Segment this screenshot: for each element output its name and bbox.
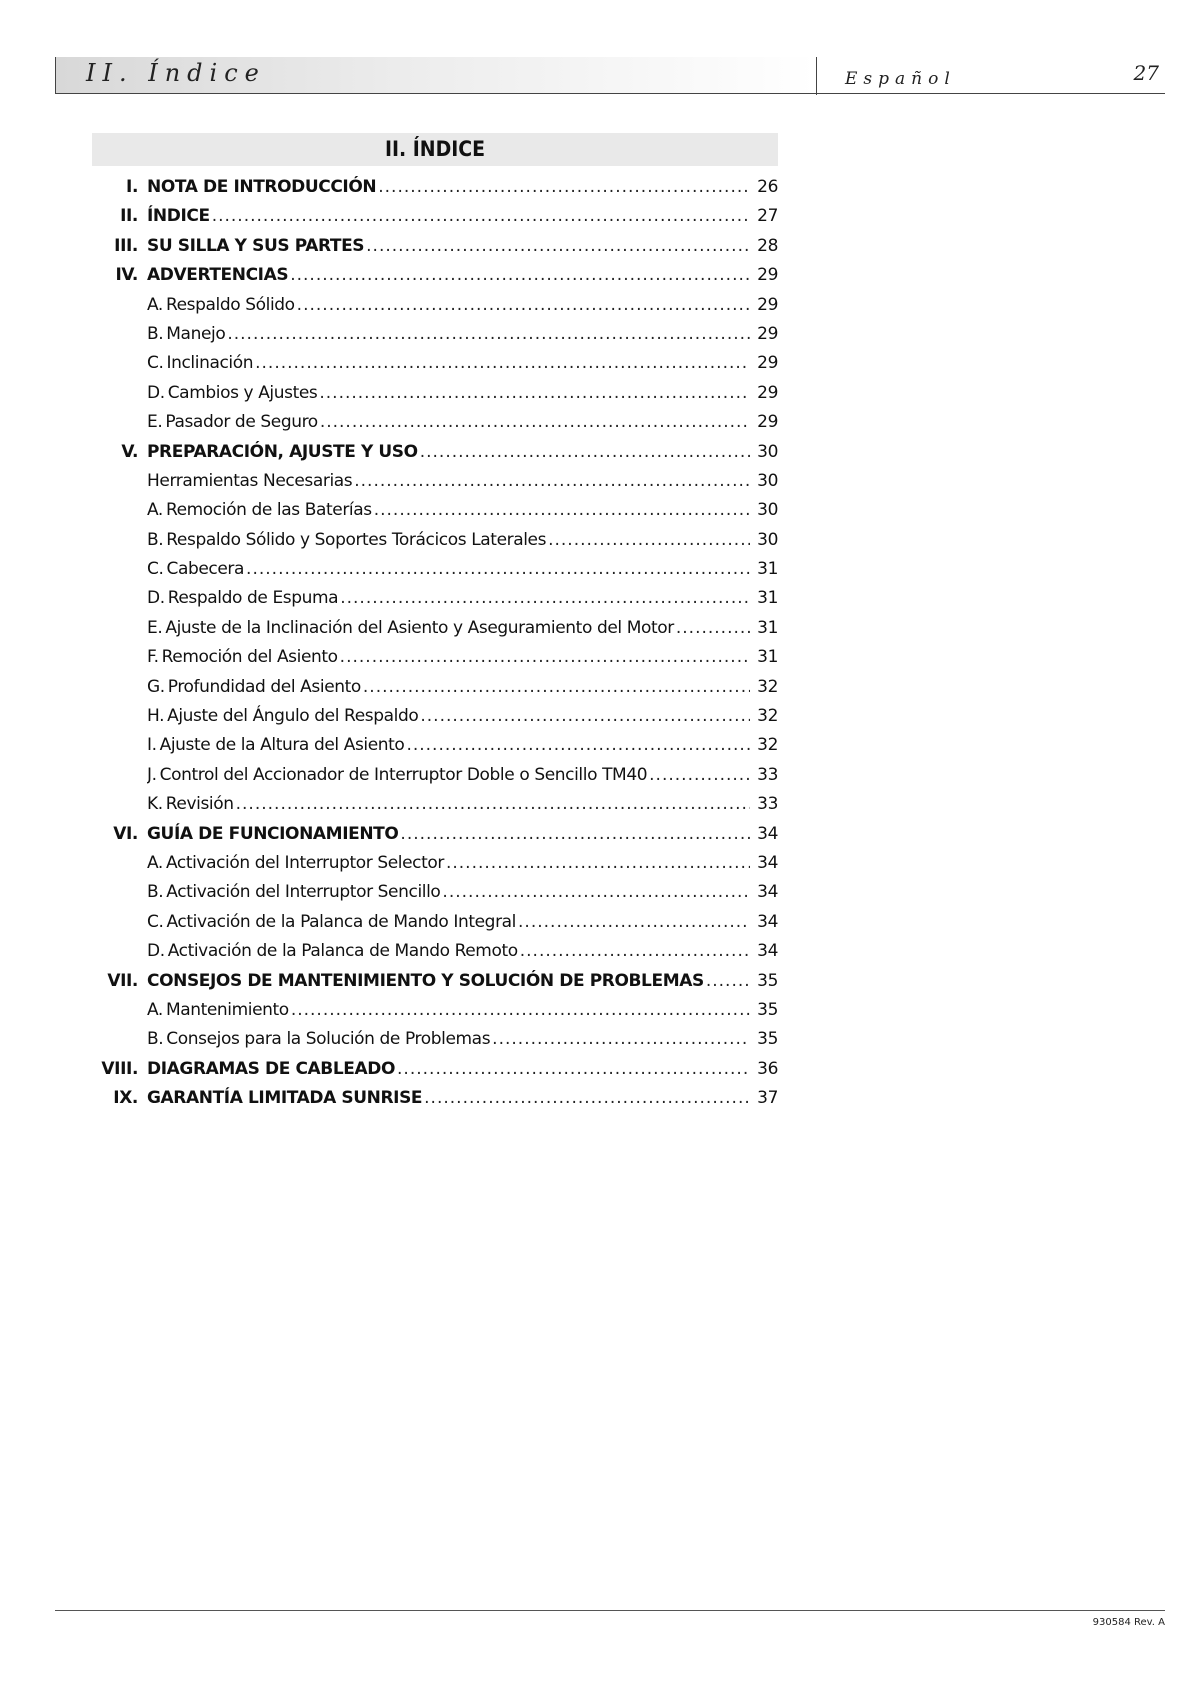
toc-entry[interactable] [92,1025,778,1054]
toc-entry[interactable] [92,408,778,437]
toc-entry-body [147,496,752,525]
toc-entry-label: GUÍA DE FUNCIONAMIENTO [147,823,399,844]
toc-entry-body [147,438,752,467]
toc-entry-page: 35 [757,999,778,1020]
toc-entry-body [147,1025,752,1054]
toc-entry-label: Respaldo Sólido y Soportes Torácicos Laterales [166,529,547,550]
toc-leader-dots [406,731,750,760]
toc-entry[interactable] [92,1084,778,1113]
toc-entry-page: 32 [757,676,778,697]
toc-entry[interactable] [92,614,778,643]
toc-entry-body [147,349,752,378]
toc-entry-label: PREPARACIÓN, AJUSTE Y USO [147,441,418,462]
toc-entry-letter: J. [147,764,157,785]
toc-entry-letter: D. [147,382,165,403]
toc-entry-body [147,467,752,496]
toc-entry-body [147,291,752,320]
toc-leader-dots [246,555,750,584]
toc-leader-dots [320,408,750,437]
header-language: Español [845,69,956,89]
toc-entry[interactable] [92,584,778,613]
toc-entry-label: Cabecera [166,559,245,580]
toc-entry-label: CONSEJOS DE MANTENIMIENTO Y SOLUCIÓN DE PROBLEMAS [147,970,704,991]
toc-entry-label: Ajuste de la Altura del Asiento [159,735,405,756]
toc-leader-dots [442,878,750,907]
toc-entry-body [147,761,752,790]
toc-entry-label: ÍNDICE [147,206,210,227]
toc-entry-letter: I. [147,735,157,756]
toc-entry[interactable] [92,820,778,849]
toc-entry-number: V. [121,441,138,462]
toc-entry-letter: F. [147,647,159,668]
toc-leader-dots [446,849,750,878]
toc-leader-dots [378,173,750,202]
toc-entry-label: Respaldo Sólido [165,294,295,315]
toc-entry-page: 34 [757,823,778,844]
toc-entry-body [147,202,752,231]
toc-entry-page: 31 [757,588,778,609]
toc-entry-label: Activación de la Palanca de Mando Remoto [167,941,518,962]
table-of-contents [92,173,778,1114]
toc-entry[interactable] [92,1055,778,1084]
toc-entry-body [147,908,752,937]
toc-entry-page: 27 [757,206,778,227]
toc-entry[interactable] [92,878,778,907]
toc-entry-page: 29 [757,353,778,374]
toc-entry-label: Control del Accionador de Interruptor Doble o Sencillo TM40 [159,764,648,785]
toc-leader-dots [374,496,750,525]
toc-entry-letter: C. [147,559,164,580]
toc-entry-label: Revisión [165,794,234,815]
toc-entry-label: Manejo [166,323,226,344]
toc-entry-page: 29 [757,294,778,315]
toc-entry-label: Remoción del Asiento [161,647,338,668]
toc-entry[interactable] [92,291,778,320]
toc-entry-body [147,790,752,819]
toc-entry[interactable] [92,173,778,202]
toc-entry-page: 29 [757,382,778,403]
toc-entry[interactable] [92,908,778,937]
toc-entry-letter: C. [147,353,164,374]
toc-entry-page: 30 [757,470,778,491]
toc-entry-page: 30 [757,500,778,521]
toc-entry-letter: B. [147,529,164,550]
toc-entry-page: 26 [757,177,778,197]
toc-leader-dots [291,996,750,1025]
toc-entry-body [147,526,752,555]
toc-entry-label: Respaldo de Espuma [167,588,339,609]
toc-entry-page: 34 [757,852,778,873]
toc-entry-page: 34 [757,911,778,932]
header-title-band [55,57,816,93]
toc-entry[interactable] [92,526,778,555]
toc-entry-letter: C. [147,911,164,932]
toc-entry-letter: D. [147,588,165,609]
toc-entry[interactable] [92,261,778,290]
toc-entry-body [147,408,752,437]
toc-entry-body [147,996,752,1025]
toc-entry[interactable] [92,496,778,525]
toc-entry-number: II. [120,206,138,227]
toc-entry-page: 29 [757,265,778,286]
toc-entry-page: 31 [757,559,778,580]
toc-entry-letter: B. [147,1029,164,1050]
toc-entry-letter: E. [147,412,163,433]
toc-leader-dots [548,526,750,555]
toc-entry-label: Activación de la Palanca de Mando Integral [166,911,517,932]
toc-leader-dots [706,967,750,996]
toc-entry-page: 34 [757,882,778,903]
toc-entry-body [147,673,752,702]
toc-entry[interactable] [92,379,778,408]
header-divider [816,57,817,95]
toc-entry-page: 35 [757,970,778,991]
toc-entry-number: VI. [113,823,138,844]
toc-entry-body [147,232,752,261]
toc-entry-label: Inclinación [166,353,254,374]
toc-entry-body [147,614,752,643]
toc-leader-dots [518,908,750,937]
toc-entry-page: 35 [757,1029,778,1050]
toc-entry[interactable] [92,761,778,790]
toc-leader-dots [424,1084,750,1113]
toc-entry-page: 33 [757,764,778,785]
toc-leader-dots [400,820,750,849]
toc-entry-label: NOTA DE INTRODUCCIÓN [147,177,377,197]
header-title: II. Índice [86,59,266,87]
toc-entry-letter: A. [147,294,163,315]
toc-entry-label: SU SILLA Y SUS PARTES [147,235,365,256]
toc-leader-dots [649,761,750,790]
page-header [55,57,1165,94]
toc-entry[interactable] [92,849,778,878]
toc-entry[interactable] [92,202,778,231]
toc-entry-page: 28 [757,235,778,256]
toc-leader-dots [340,643,750,672]
toc-leader-dots [255,349,750,378]
toc-entry[interactable] [92,320,778,349]
toc-entry-page: 36 [757,1058,778,1079]
toc-entry-body [147,937,752,966]
toc-title: II. ÍNDICE [384,137,486,161]
toc-leader-dots [354,467,750,496]
toc-leader-dots [420,702,750,731]
toc-entry-page: 30 [757,441,778,462]
toc-leader-dots [227,320,750,349]
toc-entry-page: 34 [757,941,778,962]
toc-entry-label: Activación del Interruptor Sencillo [166,882,441,903]
toc-entry-label: Consejos para la Solución de Problemas [166,1029,491,1050]
toc-entry-letter: D. [147,941,165,962]
toc-leader-dots [212,202,750,231]
toc-entry-body [147,379,752,408]
toc-entry-body [147,731,752,760]
toc-entry-letter: A. [147,999,163,1020]
toc-entry-label: Activación del Interruptor Selector [165,852,444,873]
toc-entry-body [147,584,752,613]
toc-entry[interactable] [92,790,778,819]
toc-entry-number: III. [114,235,138,256]
toc-entry[interactable] [92,937,778,966]
toc-leader-dots [366,232,750,261]
toc-entry-number: I. [126,177,138,197]
toc-entry[interactable] [92,967,778,996]
toc-entry[interactable] [92,996,778,1025]
toc-entry-page: 30 [757,529,778,550]
toc-entry-label: Profundidad del Asiento [167,676,361,697]
toc-leader-dots [363,673,750,702]
toc-entry-body [147,967,752,996]
toc-entry-page: 33 [757,794,778,815]
toc-entry-body [147,849,752,878]
toc-entry-number: IX. [113,1088,138,1109]
toc-entry-letter: B. [147,882,164,903]
toc-entry-label: Pasador de Seguro [165,412,318,433]
toc-entry-body [147,261,752,290]
footer-rule [55,1610,1165,1611]
toc-entry-body [147,1084,752,1113]
toc-entry-label: Ajuste de la Inclinación del Asiento y Aseguramiento del Motor [165,617,674,638]
toc-leader-dots [290,261,750,290]
toc-entry-page: 32 [757,706,778,727]
toc-entry[interactable] [92,731,778,760]
toc-entry[interactable] [92,349,778,378]
toc-entry-letter: E. [147,617,163,638]
toc-entry-label: Mantenimiento [165,999,289,1020]
toc-entry-body [147,820,752,849]
toc-entry-label: GARANTÍA LIMITADA SUNRISE [147,1088,423,1109]
toc-entry-number: IV. [115,265,138,286]
toc-entry-letter: H. [147,706,165,727]
toc-entry-label: DIAGRAMAS DE CABLEADO [147,1058,396,1079]
toc-entry-letter: A. [147,852,163,873]
toc-entry[interactable] [92,467,778,496]
toc-entry-label: ADVERTENCIAS [147,265,289,286]
toc-entry[interactable] [92,232,778,261]
toc-entry-body [147,643,752,672]
toc-entry[interactable] [92,643,778,672]
toc-entry-page: 32 [757,735,778,756]
toc-entry-letter: K. [147,794,163,815]
toc-entry-body [147,878,752,907]
toc-entry-body [147,320,752,349]
toc-leader-dots [297,291,750,320]
toc-entry-letter: G. [147,676,165,697]
toc-entry[interactable] [92,555,778,584]
toc-entry[interactable] [92,673,778,702]
toc-entry-page: 29 [757,323,778,344]
toc-entry-number: VII. [107,970,138,991]
toc-leader-dots [319,379,750,408]
toc-entry-body [147,555,752,584]
toc-entry[interactable] [92,438,778,467]
toc-leader-dots [420,438,750,467]
toc-leader-dots [236,790,750,819]
footer-doc-code: 930584 Rev. A [1092,1617,1165,1628]
toc-entry-page: 37 [757,1088,778,1109]
toc-entry-letter: A. [147,500,163,521]
toc-leader-dots [520,937,750,966]
toc-entry-letter: B. [147,323,164,344]
toc-entry-page: 31 [757,617,778,638]
toc-entry-body [147,702,752,731]
toc-entry-label: Cambios y Ajustes [167,382,318,403]
toc-entry-body [147,1055,752,1084]
toc-leader-dots [676,614,750,643]
header-page-number: 27 [1133,61,1159,85]
toc-entry-label: Herramientas Necesarias [147,470,353,491]
toc-entry-body [147,173,752,202]
toc-leader-dots [492,1025,750,1054]
toc-entry-label: Ajuste del Ángulo del Respaldo [167,706,419,727]
toc-entry-page: 29 [757,412,778,433]
toc-entry-number: VIII. [101,1058,138,1079]
toc-entry[interactable] [92,702,778,731]
toc-entry-page: 31 [757,647,778,668]
toc-leader-dots [340,584,750,613]
toc-entry-label: Remoción de las Baterías [165,500,372,521]
toc-leader-dots [397,1055,750,1084]
